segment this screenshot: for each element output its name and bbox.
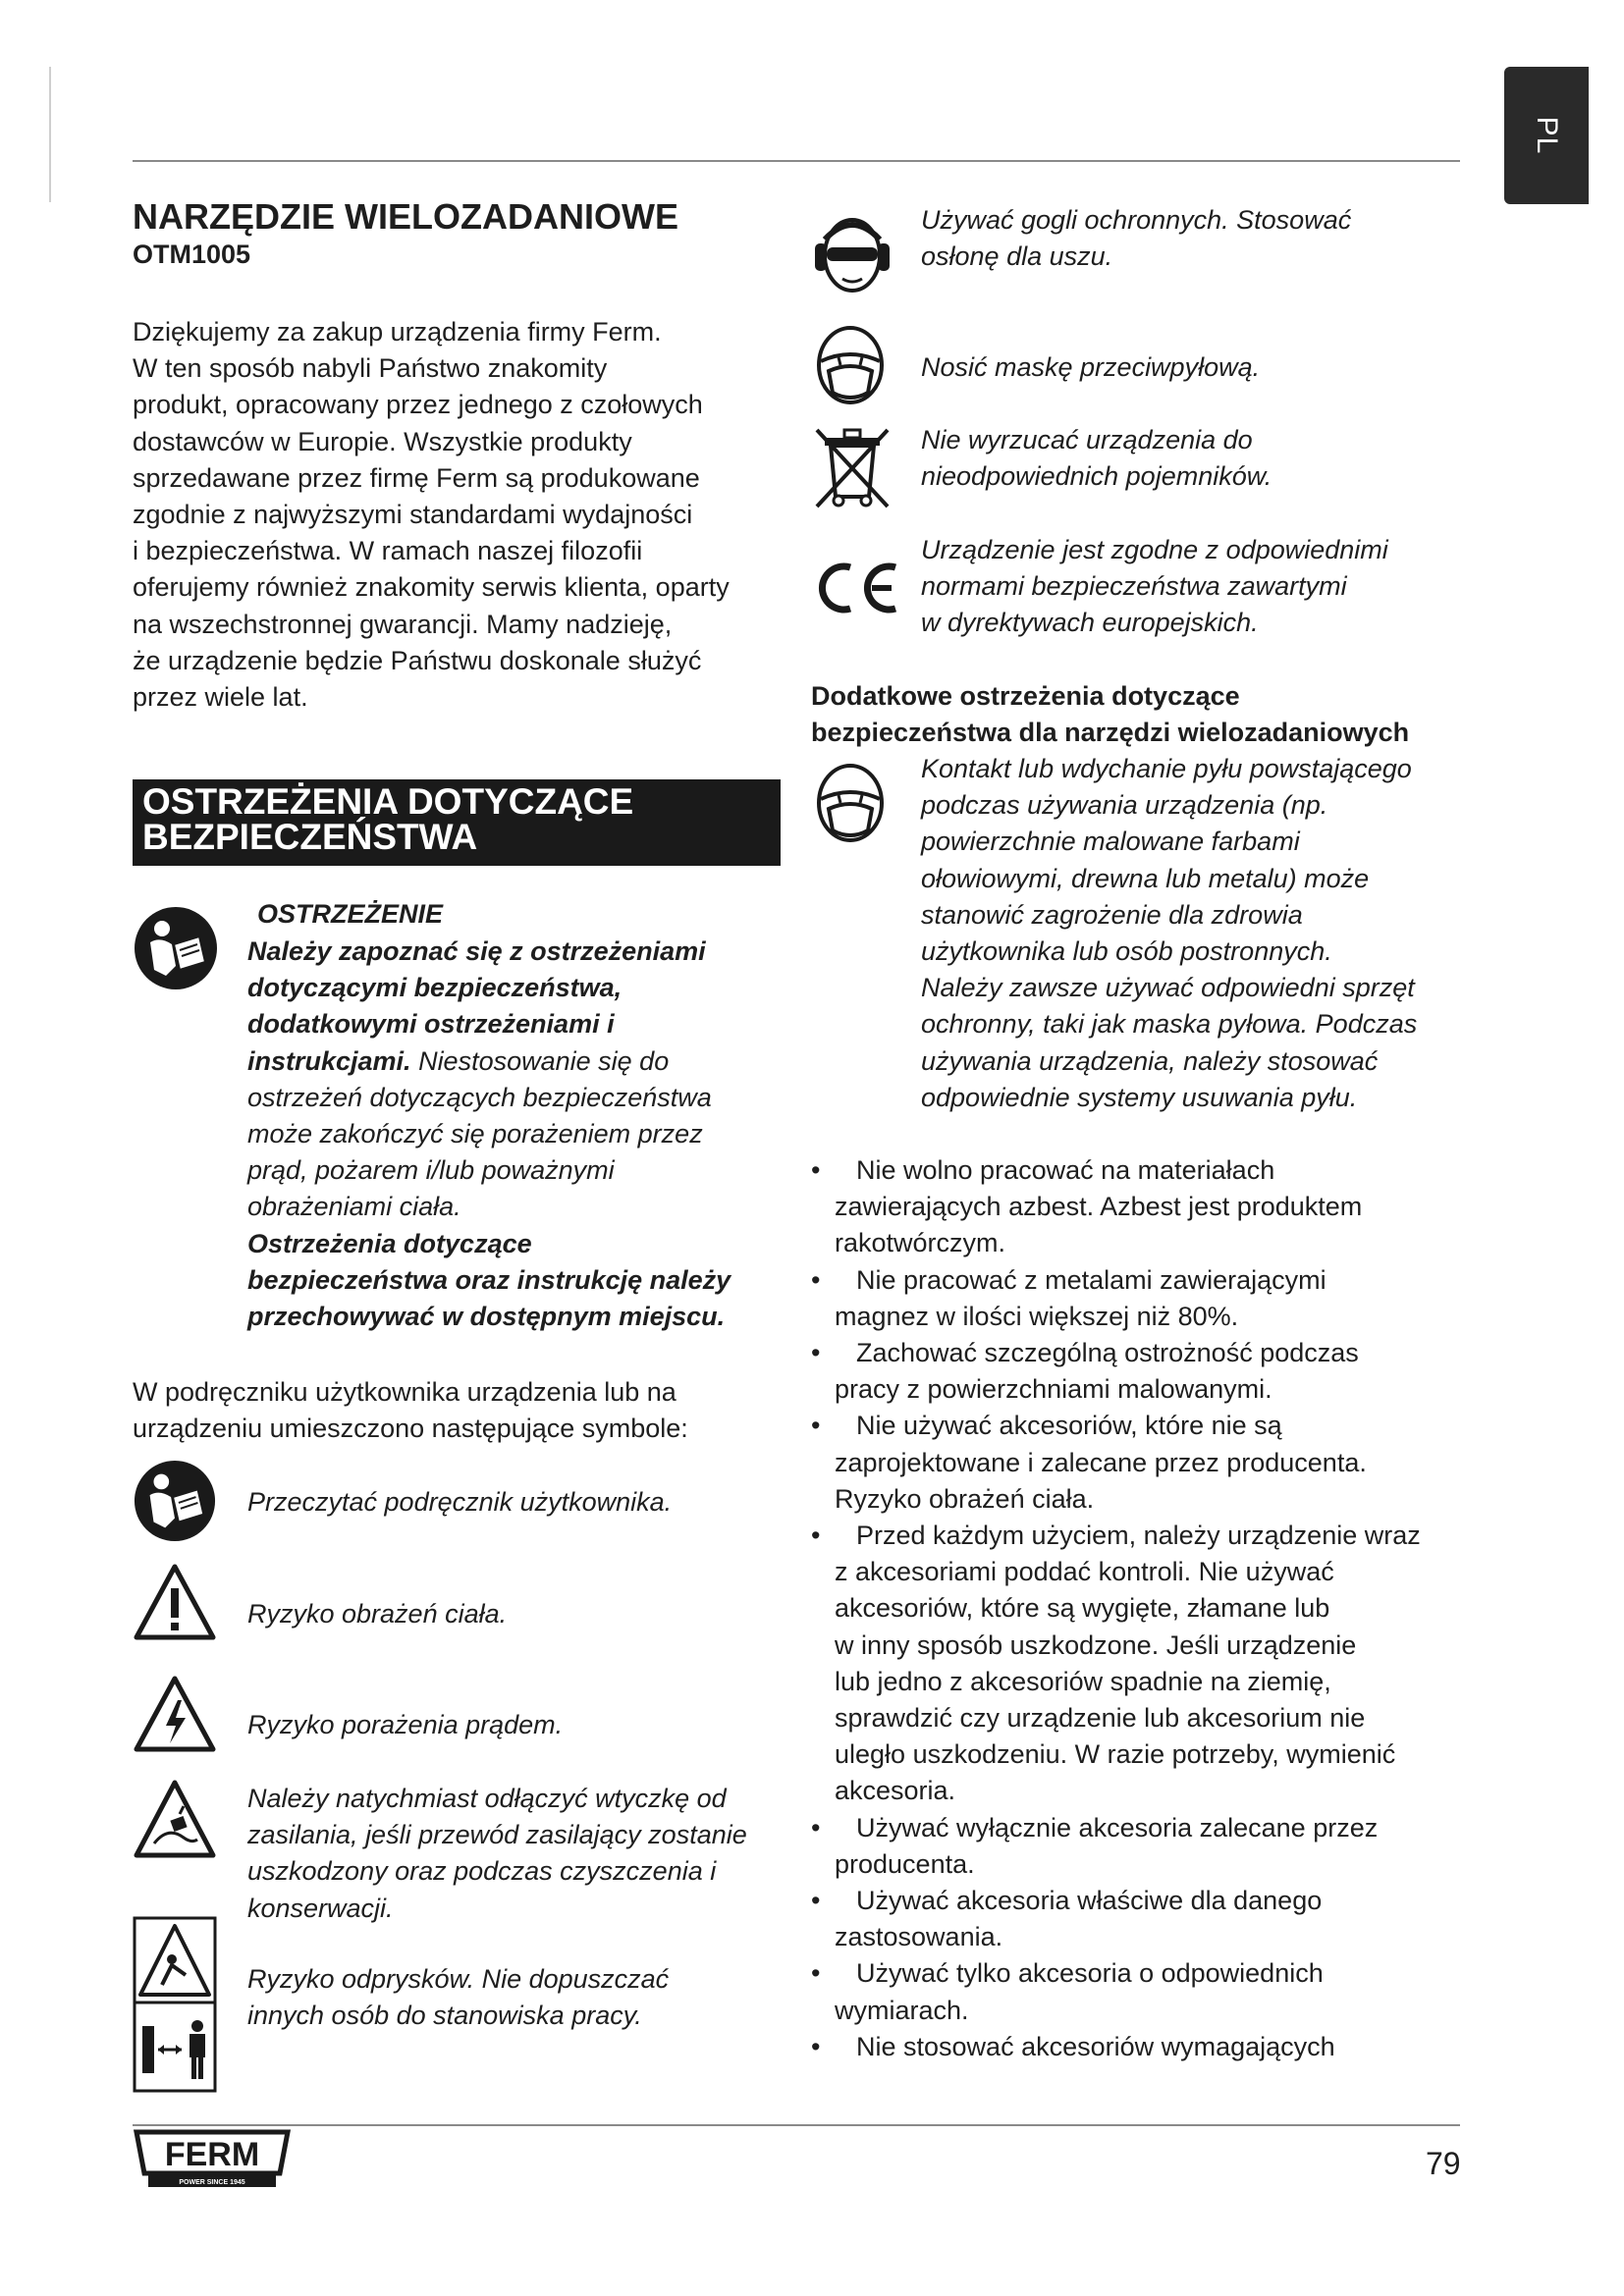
warning-text: prąd, pożarem i/lub poważnymi [247,1155,615,1186]
margin-rule [49,67,51,202]
warning-bold-line: Ostrzeżenia dotyczące [247,1228,532,1258]
list-item [811,1262,1459,1335]
bullet-line: akcesoriów, które są wygięte, złamane lub [835,1593,1330,1624]
logo-text: FERM [164,2136,260,2173]
dust-warning-line: powierzchnie malowane farbami [921,827,1300,857]
dust-warning-line: podczas używania urządzenia (np. [921,790,1328,821]
footer-rule [133,2124,1460,2126]
intro-line: że urządzenie będzie Państwu doskonale służyć [133,645,702,675]
symbol-text: Ryzyko odprysków. Nie dopuszczać [247,1964,670,1994]
symbol-text: Nosić maskę przeciwpyłową. [921,352,1261,382]
symbols-intro-line: urządzeniu umieszczono następujące symbole: [133,1414,688,1444]
list-item [811,1955,1459,2028]
symbol-text-block [247,1781,747,1927]
page-number: 79 [1426,2146,1461,2181]
bullet-line: • Zachować szczególną ostrożność podczas [856,1338,1359,1368]
list-item [811,1883,1459,1955]
page-title: NARZĘDZIE WIELOZADANIOWE [133,196,678,237]
list-item [811,1408,1459,1518]
intro-line: na wszechstronnej gwarancji. Mamy nadzieję, [133,609,673,639]
bullet-line: pracy z powierzchniami malowanymi. [835,1374,1272,1405]
warning-bold-line: dodatkowymi ostrzeżeniami i [247,1009,615,1040]
warning-bold-line: dotyczącymi bezpieczeństwa, [247,973,623,1003]
symbol-text: Używać gogli ochronnych. Stosować [921,205,1352,235]
list-item [811,1152,1459,1262]
intro-line: W ten sposób nabyli Państwo znakomity [133,353,608,384]
symbol-text: konserwacji. [247,1893,394,1923]
bullet-line: • Nie używać akcesoriów, które nie są [856,1411,1282,1441]
symbol-text-block [247,1961,669,2034]
symbol-text: Nie wyrzucać urządzenia do [921,425,1253,454]
bullet-line: Ryzyko obrażeń ciała. [835,1483,1095,1514]
warning-text: Niestosowanie się do [410,1045,670,1076]
intro-line: Dziękujemy za zakup urządzenia firmy Ferm. [133,317,662,347]
ce-mark-icon [811,561,901,614]
symbol-text-block [921,532,1388,642]
dust-warning-line: stanowić zagrożenie dla zdrowia [921,899,1303,930]
warning-bold-line: Należy zapoznać się z ostrzeżeniami [247,936,706,966]
bullet-line: • Używać wyłącznie akcesoria zalecane przez [856,1812,1379,1842]
symbols-intro [133,1374,800,1447]
dust-warning-line: Kontakt lub wdychanie pyłu powstającego [921,754,1412,783]
intro-paragraph [133,314,790,716]
section-banner [133,779,781,866]
unplug-icon [133,1779,217,1859]
symbol-text: Urządzenie jest zgodne z odpowiednimi [921,535,1388,564]
dust-warning-line: Należy zawsze używać odpowiedni sprzęt [921,973,1415,1003]
bullet-line: magnez w ilości większej niż 80%. [835,1301,1239,1331]
warning-text: może zakończyć się porażeniem przez [247,1119,703,1149]
bullet-line: • Używać tylko akcesoria o odpowiednich [856,1958,1324,1989]
manual-icon [133,905,219,991]
bullet-line: uległo uszkodzeniu. W razie potrzeby, wymienić [835,1739,1396,1770]
intro-line: produkt, opracowany przez jednego z czołowych [133,390,703,420]
symbol-text: innych osób do stanowiska pracy. [247,2001,642,2031]
symbol-text-block [921,422,1272,495]
section-heading-line: Dodatkowe ostrzeżenia dotyczące [811,681,1240,711]
intro-line: dostawców w Europie. Wszystkie produkty [133,426,632,456]
bullet-line: rakotwórczym. [835,1228,1006,1258]
ferm-logo [133,2128,292,2189]
bullet-line: • Przed każdym użyciem, należy urządzenie wraz [856,1521,1421,1551]
intro-line: sprzedawane przez firmę Ferm są produkowane [133,462,700,493]
warning-body [247,934,797,1335]
bullet-line: wymiarach. [835,1995,969,2025]
symbol-text: Ryzyko porażenia prądem. [247,1710,564,1739]
bullet-line: • Nie pracować z metalami zawierającymi [856,1264,1326,1295]
symbol-text: Należy natychmiast odłączyć wtyczkę od [247,1784,727,1813]
warning-triangle-icon [133,1563,217,1641]
dust-warning-line: ołowiowymi, drewna lub metalu) może [921,863,1370,893]
symbol-text: Ryzyko obrażeń ciała. [247,1599,508,1629]
dust-mask-icon [811,760,890,844]
bullet-line: zawierających azbest. Azbest jest produktem [835,1192,1363,1222]
warning-text: obrażeniami ciała. [247,1192,461,1222]
bullet-line: w inny sposób uszkodzone. Jeśli urządzenie [835,1629,1357,1660]
language-code: PL [1531,116,1563,155]
dust-warning-line: używania urządzenia, należy stosować [921,1045,1379,1076]
list-item [811,1335,1459,1408]
language-tab [1504,67,1589,204]
bullet-line: zastosowania. [835,1922,1003,1952]
dust-warning-line: odpowiednie systemy usuwania pyłu. [921,1082,1358,1112]
intro-line: i bezpieczeństwa. W ramach naszej filozofii [133,536,643,566]
bullet-line: z akcesoriami poddać kontroli. Nie używać [835,1557,1334,1587]
symbol-text: w dyrektywach europejskich. [921,608,1259,638]
bullet-line: akcesoria. [835,1776,956,1806]
symbol-text: osłonę dla uszu. [921,241,1113,272]
dust-warning-line: ochronny, taki jak maska pyłowa. Podczas [921,1009,1418,1040]
intro-line: zgodnie z najwyższymi standardami wydajności [133,500,693,530]
symbol-text: normami bezpieczeństwa zawartymi [921,571,1347,602]
model-number: OTM1005 [133,240,251,269]
manual-icon [133,1459,217,1543]
list-item [811,1810,1459,1883]
goggles-earmuffs-icon [811,210,893,294]
dust-mask-icon [811,322,890,406]
debris-distance-icon [133,1916,217,2093]
bullet-line: • Nie stosować akcesoriów wymagających [856,2031,1335,2061]
bullet-line: sprawdzić czy urządzenie lub akcesorium nie [835,1703,1366,1734]
banner-line: OSTRZEŻENIA DOTYCZĄCE [142,781,634,822]
warning-bold-line: przechowywać w dostępnym miejscu. [247,1302,726,1332]
header-rule [133,160,1460,162]
warning-heading: OSTRZEŻENIE [257,899,444,929]
dust-warning-line: użytkownika lub osób postronnych. [921,936,1332,967]
list-item [811,1518,1459,1810]
symbol-text: Przeczytać podręcznik użytkownika. [247,1487,673,1517]
symbol-text: nieodpowiednich pojemników. [921,461,1272,492]
dust-warning [921,751,1417,1116]
bullet-line: • Używać akcesoria właściwe dla danego [856,1886,1323,1916]
intro-line: oferujemy również znakomity serwis klienta, oparty [133,572,730,603]
electric-shock-icon [133,1675,217,1753]
symbols-intro-line: W podręczniku użytkownika urządzenia lub na [133,1377,677,1407]
warning-text: ostrzeżeń dotyczących bezpieczeństwa [247,1082,712,1112]
logo-tagline: POWER SINCE 1945 [179,2179,245,2186]
symbol-text: zasilania, jeśli przewód zasilający zostanie [247,1820,747,1850]
symbol-text: uszkodzony oraz podczas czyszczenia i [247,1856,717,1887]
section-heading [811,678,1498,751]
symbol-text-block [921,202,1351,275]
banner-line: BEZPIECZEŃSTWA [142,817,478,857]
bullet-line: • Nie wolno pracować na materiałach [856,1155,1275,1185]
weee-bin-icon [811,424,893,512]
warning-bold-line: bezpieczeństwa oraz instrukcję należy [247,1264,731,1295]
section-heading-line: bezpieczeństwa dla narzędzi wielozadaniowych [811,718,1410,748]
list-item [811,2029,1459,2065]
intro-line: przez wiele lat. [133,682,308,713]
warning-bold-line: instrukcjami. [247,1045,411,1076]
bullet-line: zaprojektowane i zalecane przez producenta. [835,1447,1367,1477]
bullet-line: lub jedno z akcesoriów spadnie na ziemię, [835,1666,1331,1696]
bullet-line: producenta. [835,1848,975,1879]
safety-bullet-list [811,1152,1459,2065]
